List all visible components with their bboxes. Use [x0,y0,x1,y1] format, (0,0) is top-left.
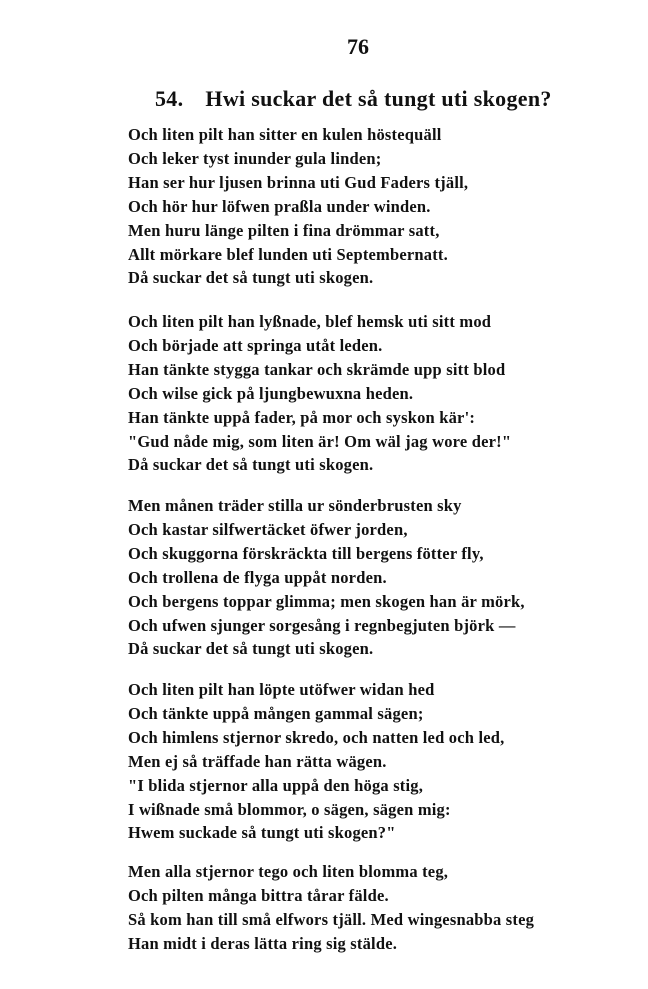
verse-line: Och leker tyst inunder gula linden; [128,148,382,168]
verse-line: Och hör hur löfwen praßla under winden. [128,196,431,216]
stanza-1 [128,123,468,290]
verse-line: "I blida stjernor alla uppå den höga stig, [128,775,424,795]
verse-line: Och tänkte uppå mången gammal sägen; [128,703,424,723]
verse-line: "Gud nåde mig, som liten är! Om wäl jag wore der!" [128,431,512,451]
verse-line: Han tänkte stygga tankar och skrämde upp sitt blod [128,359,506,379]
verse-line: Och kastar silfwertäcket öfwer jorden, [128,519,408,539]
verse-line: Allt mörkare blef lunden uti Septembernatt. [128,244,448,264]
stanza-2 [128,310,511,477]
verse-line: Och liten pilt han sitter en kulen höstequäll [128,125,442,144]
verse-line: Och liten pilt han löpte utöfwer widan hed [128,680,435,699]
poem-number: 54. [155,86,184,111]
verse-line: Och himlens stjernor skredo, och natten led och led, [128,727,505,747]
verse-line: Så kom han till små elfwors tjäll. Med wingesnabba steg [128,909,535,929]
verse-line: Han midt i deras lätta ring sig stälde. [128,933,398,953]
page-number: 76 [347,34,369,59]
verse-line: Och bergens toppar glimma; men skogen han är mörk, [128,591,525,611]
verse-line: Då suckar det så tungt uti skogen. [128,455,374,475]
verse-line: Och ufwen sjunger sorgesång i regnbegjuten björk — [128,615,516,635]
verse-line: I wißnade små blommor, o sägen, sägen mig: [128,799,451,819]
stanza-4 [128,678,504,845]
verse-line: Och började att springa utåt leden. [128,335,383,355]
verse-line: Och trollena de flyga uppåt norden. [128,567,387,587]
stanza-5 [128,860,534,956]
verse-line: Men huru länge pilten i fina drömmar satt, [128,220,440,240]
verse-line: Men ej så träffade han rätta wägen. [128,751,387,771]
verse-line: Då suckar det så tungt uti skogen. [128,268,374,288]
verse-line: Och skuggorna förskräckta till bergens fötter fly, [128,543,484,563]
verse-line: Och pilten många bittra tårar fälde. [128,885,389,905]
verse-line: Men månen träder stilla ur sönderbrusten sky [128,496,462,515]
verse-line: Och liten pilt han lyßnade, blef hemsk uti sitt mod [128,312,492,331]
verse-line: Och wilse gick på ljungbewuxna heden. [128,383,414,403]
verse-line: Han tänkte uppå fader, på mor och syskon kär': [128,407,476,427]
verse-line: Han ser hur ljusen brinna uti Gud Faders tjäll, [128,172,469,192]
verse-line: Hwem suckade så tungt uti skogen?" [128,823,396,843]
poem-title: Hwi suckar det så tungt uti skogen? [205,86,552,111]
poem-heading [155,86,552,112]
stanza-3 [128,494,525,661]
verse-line: Men alla stjernor tego och liten blomma teg, [128,862,449,881]
verse-line: Då suckar det så tungt uti skogen. [128,639,374,659]
